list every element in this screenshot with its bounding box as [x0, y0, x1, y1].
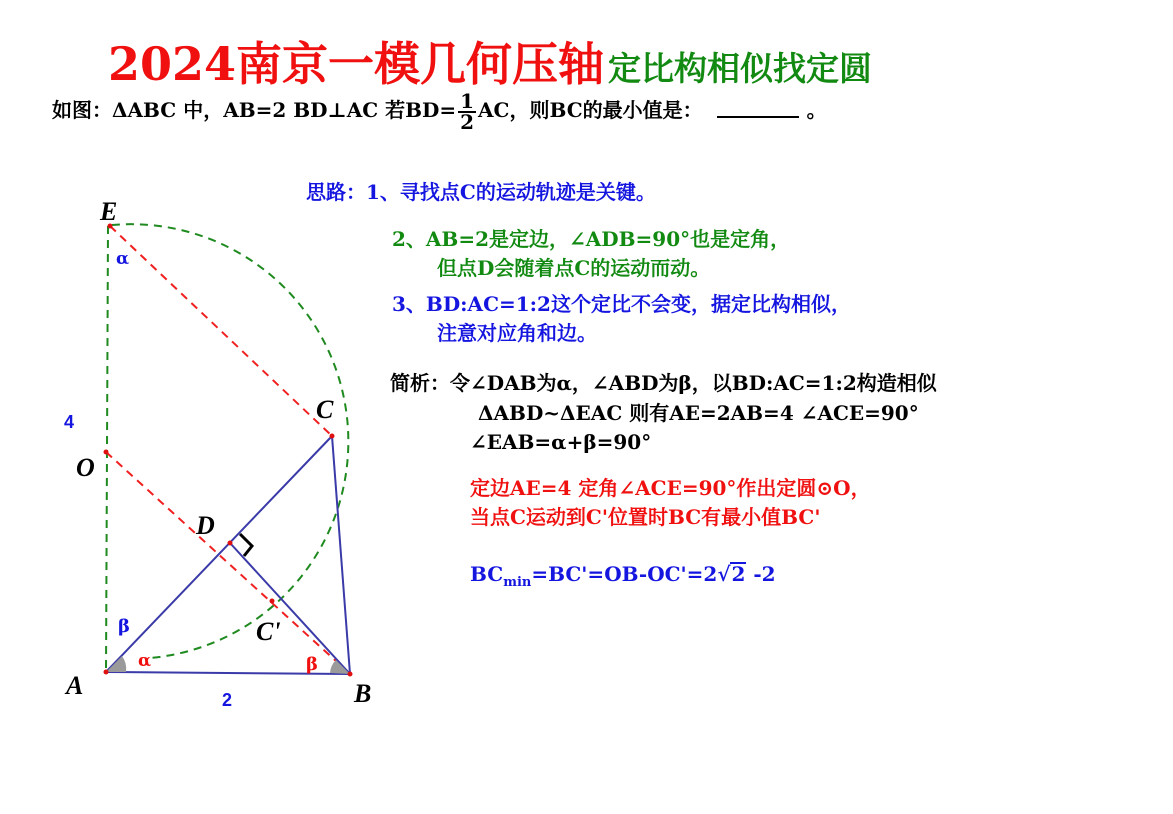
segment-cb: [332, 436, 350, 674]
point-a: [104, 670, 109, 675]
thinking-item2-line2: 但点D会随着点C的运动而动。: [437, 256, 711, 280]
fraction-denominator: 2: [460, 109, 475, 134]
segment-ob: [106, 452, 348, 672]
problem-text-part2: AC，则BC的最小值是：: [478, 98, 703, 122]
title-main: 2024南京一模几何压轴: [108, 37, 605, 91]
thinking-item3-line2: 注意对应角和边。: [437, 321, 597, 345]
sqrt-sign: √: [717, 562, 731, 586]
point-c: [330, 434, 335, 439]
problem-end: 。: [806, 98, 827, 122]
thinking-item2-line1: 2、AB=2是定边，∠ADB=90°也是定角，: [392, 227, 791, 251]
label-d: D: [196, 511, 215, 540]
title-subtitle: 定比构相似找定圆: [608, 49, 873, 88]
segment-bd: [230, 543, 350, 674]
label-b: B: [354, 679, 372, 708]
analysis-line-2: ΔABD~ΔEAC 则有AE=2AB=4 ∠ACE=90°: [478, 401, 919, 425]
length-ae: 4: [64, 412, 75, 432]
point-o: [104, 450, 109, 455]
segment-ac: [106, 436, 332, 672]
fraction-numerator: 1: [460, 88, 475, 113]
point-c-prime: [270, 599, 275, 604]
sqrt-radicand: 2: [731, 562, 746, 586]
angle-mark-a: [106, 656, 126, 672]
label-o: O: [76, 453, 95, 482]
analysis-line-1: 简析：令∠DAB为α，∠ABD为β，以BD:AC=1:2构造相似: [390, 371, 937, 395]
formula-bc: BC: [470, 562, 504, 586]
label-e: E: [100, 197, 118, 226]
label-a: A: [66, 671, 84, 700]
label-c-prime: C': [256, 617, 281, 646]
angle-alpha-a: α: [138, 651, 152, 671]
analysis-line-3: ∠EAB=α+β=90°: [470, 430, 652, 454]
formula-suffix: -2: [746, 562, 776, 586]
circle-arc-green: [112, 224, 348, 658]
problem-text-part1: 如图：ΔABC 中，AB=2 BD⊥AC 若BD=: [52, 98, 457, 122]
analysis-red-line-2: 当点C运动到C'位置时BC有最小值BC': [470, 505, 821, 529]
length-ab: 2: [222, 690, 233, 710]
formula-min-subscript: min: [503, 575, 532, 590]
label-c: C: [316, 395, 334, 424]
angle-beta-b: β: [306, 654, 318, 675]
formula-middle: =BC'=OB-OC'=2: [531, 562, 718, 586]
angle-beta-a: β: [118, 616, 130, 637]
thinking-item3-line1: 3、BD:AC=1:2这个定比不会变，据定比构相似，: [392, 292, 851, 316]
thinking-line-1: 思路：1、寻找点C的运动轨迹是关键。: [306, 180, 656, 204]
segment-ae: [106, 226, 108, 672]
segment-ec: [110, 226, 332, 436]
point-d: [228, 541, 233, 546]
point-b: [348, 672, 353, 677]
analysis-red-line-1: 定边AE=4 定角∠ACE=90°作出定圆⊙O，: [470, 476, 871, 500]
right-angle-mark: [240, 534, 252, 556]
angle-alpha-e: α: [116, 249, 130, 269]
